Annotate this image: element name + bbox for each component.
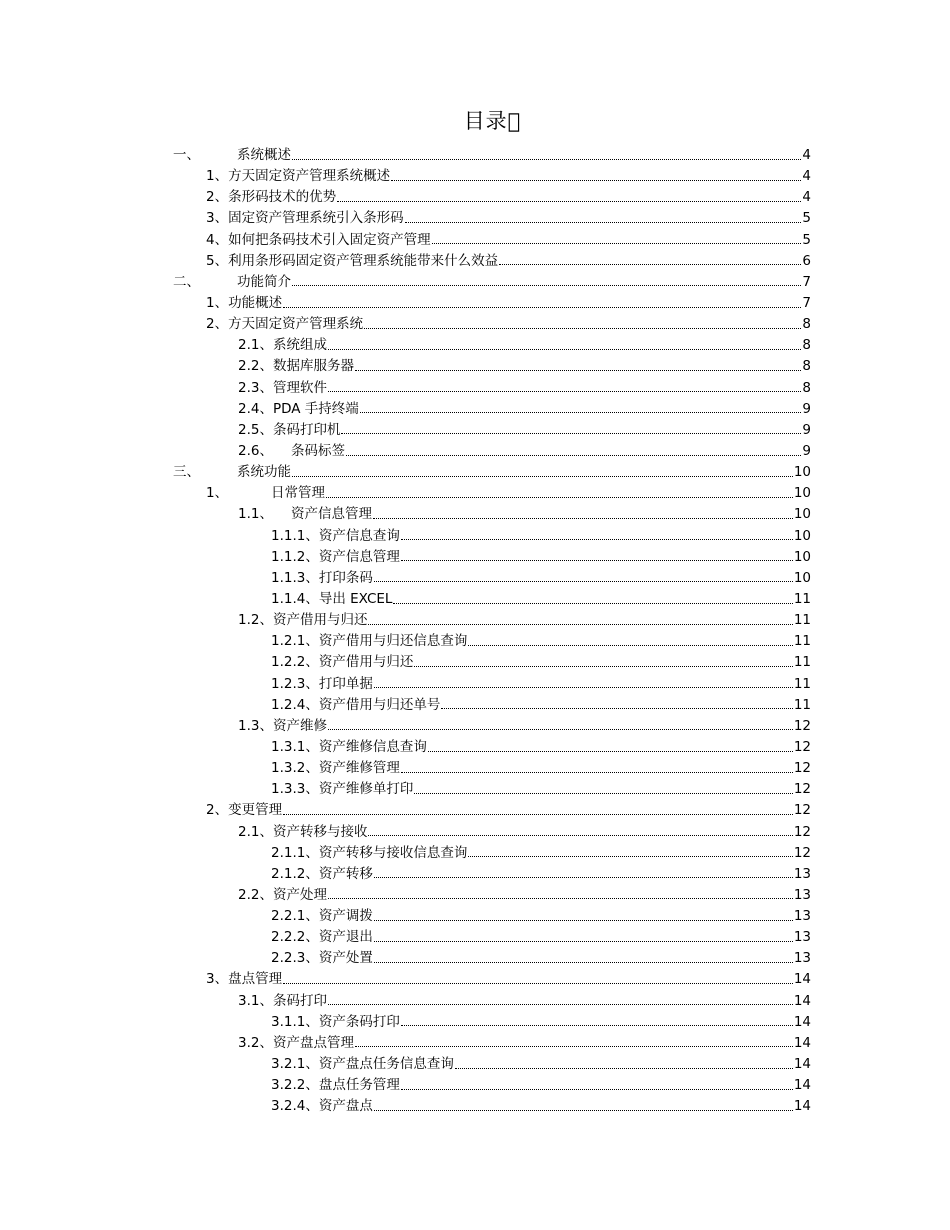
- toc-entry-number: 3.2.2、: [271, 1077, 319, 1094]
- toc-dot-leader: [401, 1024, 793, 1026]
- toc-entry-page-number: 10: [793, 569, 811, 586]
- toc-entry-number: 1、: [206, 485, 229, 502]
- toc-dot-leader: [374, 1109, 793, 1111]
- toc-entry-page-number: 8: [802, 358, 811, 375]
- toc-entry-label: 资产转移与接收信息查询: [318, 844, 468, 861]
- toc-dot-leader: [292, 158, 801, 160]
- toc-dot-leader: [355, 1045, 793, 1047]
- toc-entry-number: 1.2.1、: [271, 633, 319, 650]
- toc-entry[interactable]: [173, 1054, 811, 1075]
- toc-entry-number: 2.5、: [238, 421, 273, 438]
- toc-dot-leader: [468, 855, 792, 857]
- toc-entry[interactable]: [173, 208, 811, 229]
- toc-entry[interactable]: [173, 547, 811, 568]
- toc-dot-leader: [374, 919, 793, 921]
- toc-entry-label: 资产调拨: [318, 908, 373, 925]
- toc-entry-page-number: 14: [793, 1056, 811, 1073]
- toc-entry[interactable]: [173, 652, 811, 673]
- toc-entry[interactable]: [173, 314, 811, 335]
- toc-entry-number: 1.3.3、: [271, 781, 319, 798]
- toc-entry-number: 1.2.4、: [271, 696, 319, 713]
- toc-entry-label: 资产盘点管理: [272, 1034, 354, 1051]
- toc-entry[interactable]: [173, 399, 811, 420]
- toc-dot-leader: [414, 792, 792, 794]
- toc-entry-page-number: 13: [793, 865, 811, 882]
- toc-entry-label: 条码打印机: [272, 421, 341, 438]
- toc-entry-label: 资产退出: [318, 929, 373, 946]
- toc-entry-page-number: 10: [793, 464, 811, 481]
- toc-entry-label: 方天固定资产管理系统概述: [228, 168, 391, 185]
- toc-entry-label: 资产盘点任务信息查询: [318, 1056, 454, 1073]
- toc-dot-leader: [328, 728, 793, 730]
- toc-entry-page-number: 12: [793, 823, 811, 840]
- toc-dot-leader: [401, 771, 793, 773]
- toc-entry-page-number: 11: [793, 696, 811, 713]
- toc-entry-number: 1.1.4、: [271, 590, 319, 607]
- toc-entry-label: 资产信息管理: [318, 548, 400, 565]
- toc-dot-leader: [283, 982, 793, 984]
- toc-entry[interactable]: [173, 991, 811, 1012]
- toc-entry[interactable]: [173, 272, 811, 293]
- toc-entry-page-number: 13: [793, 908, 811, 925]
- toc-entry-page-number: 10: [793, 506, 811, 523]
- toc-entry-label: PDA 手持终端: [272, 400, 359, 417]
- toc-dot-leader: [405, 221, 802, 223]
- toc-entry-label: 日常管理: [271, 485, 325, 502]
- toc-entry-page-number: 10: [793, 485, 811, 502]
- toc-entry-page-number: 11: [793, 590, 811, 607]
- toc-entry-number: 3.1.1、: [271, 1013, 319, 1030]
- toc-entry-number: 1.2.3、: [271, 675, 319, 692]
- toc-entry-label: 盘点管理: [228, 971, 283, 988]
- toc-entry[interactable]: [173, 441, 811, 462]
- toc-dot-leader: [414, 665, 792, 667]
- toc-entry[interactable]: [173, 948, 811, 969]
- toc-entry[interactable]: [173, 843, 811, 864]
- toc-entry[interactable]: [173, 822, 811, 843]
- toc-entry-page-number: 14: [793, 1034, 811, 1051]
- toc-entry-page-number: 6: [802, 252, 811, 269]
- toc-entry-number: 1.2.2、: [271, 654, 319, 671]
- table-of-contents: [173, 145, 811, 1117]
- toc-dot-leader: [364, 327, 801, 329]
- toc-entry[interactable]: [173, 758, 811, 779]
- toc-entry-label: 资产维修: [272, 717, 327, 734]
- toc-entry-page-number: 12: [793, 781, 811, 798]
- toc-entry[interactable]: [173, 462, 811, 483]
- toc-entry-number: 3.2.4、: [271, 1098, 319, 1115]
- toc-entry[interactable]: [173, 1033, 811, 1054]
- toc-dot-leader: [374, 876, 793, 878]
- toc-entry-number: 3、: [206, 971, 229, 988]
- toc-entry-page-number: 8: [802, 337, 811, 354]
- toc-entry-label: 方天固定资产管理系统: [228, 316, 364, 333]
- toc-dot-leader: [337, 200, 801, 202]
- toc-entry[interactable]: [173, 504, 811, 525]
- toc-entry-number: 3.1、: [238, 992, 273, 1009]
- toc-entry-label: 盘点任务管理: [318, 1077, 400, 1094]
- toc-entry-page-number: 9: [802, 400, 811, 417]
- toc-dot-leader: [374, 686, 793, 688]
- toc-entry[interactable]: [173, 526, 811, 547]
- toc-entry-label: 资产信息管理: [291, 506, 372, 523]
- toc-dot-leader: [360, 411, 802, 413]
- toc-entry-number: 2.6、: [238, 442, 273, 459]
- toc-entry-number: 3、: [206, 210, 229, 227]
- toc-entry-page-number: 12: [793, 760, 811, 777]
- toc-entry-label: 打印单据: [318, 675, 373, 692]
- toc-entry[interactable]: [173, 166, 811, 187]
- toc-entry-number: 2.1、: [238, 823, 273, 840]
- toc-entry[interactable]: [173, 885, 811, 906]
- toc-entry-number: 1.1.2、: [271, 548, 319, 565]
- toc-entry-label: 条码标签: [291, 442, 345, 459]
- toc-entry-page-number: 14: [793, 1013, 811, 1030]
- toc-entry[interactable]: [173, 483, 811, 504]
- toc-entry-number: 1.3.2、: [271, 760, 319, 777]
- toc-entry-page-number: 12: [793, 738, 811, 755]
- toc-entry-label: 功能概述: [228, 294, 283, 311]
- toc-entry[interactable]: [173, 969, 811, 990]
- toc-entry-label: 管理软件: [272, 379, 327, 396]
- toc-entry-page-number: 14: [793, 1098, 811, 1115]
- toc-entry-label: 系统概述: [237, 147, 291, 163]
- toc-title: 目录 : [463, 109, 522, 133]
- toc-dot-leader: [283, 306, 801, 308]
- toc-entry[interactable]: [173, 145, 811, 166]
- toc-entry-number: 1.3.1、: [271, 738, 319, 755]
- toc-dot-leader: [328, 390, 801, 392]
- toc-entry-label: 数据库服务器: [272, 358, 354, 375]
- toc-entry-page-number: 13: [793, 950, 811, 967]
- toc-entry-page-number: 14: [793, 971, 811, 988]
- toc-entry-label: 资产信息查询: [318, 527, 400, 544]
- toc-entry-number: 2.1.1、: [271, 844, 319, 861]
- toc-entry-number: 1、: [206, 168, 229, 185]
- toc-entry-number: 二、: [173, 273, 200, 290]
- toc-entry-page-number: 14: [793, 1077, 811, 1094]
- toc-entry[interactable]: [173, 187, 811, 208]
- toc-entry-page-number: 11: [793, 612, 811, 629]
- toc-entry-label: 功能简介: [237, 273, 291, 290]
- toc-entry-number: 2、: [206, 189, 229, 206]
- toc-entry[interactable]: [173, 737, 811, 758]
- toc-entry[interactable]: [173, 420, 811, 441]
- toc-dot-leader: [292, 284, 801, 286]
- toc-entry-label: 系统功能: [237, 464, 291, 481]
- toc-entry[interactable]: [173, 779, 811, 800]
- toc-entry[interactable]: [173, 293, 811, 314]
- toc-dot-leader: [401, 559, 793, 561]
- toc-entry-page-number: 5: [802, 210, 811, 227]
- toc-entry-page-number: 12: [793, 844, 811, 861]
- toc-entry-page-number: 5: [802, 231, 811, 248]
- toc-dot-leader: [283, 813, 793, 815]
- toc-dot-leader: [326, 496, 793, 498]
- toc-entry-label: 资产借用与归还: [318, 654, 414, 671]
- toc-entry-page-number: 13: [793, 886, 811, 903]
- toc-entry-page-number: 10: [793, 527, 811, 544]
- toc-entry-page-number: 4: [802, 189, 811, 206]
- toc-dot-leader: [432, 242, 802, 244]
- toc-entry-number: 1.1、: [238, 506, 273, 523]
- toc-entry-number: 2.4、: [238, 400, 273, 417]
- toc-entry[interactable]: [173, 800, 811, 821]
- toc-dot-leader: [374, 961, 793, 963]
- toc-entry-number: 1、: [206, 294, 229, 311]
- toc-dot-leader: [328, 348, 801, 350]
- toc-entry-label: 条形码技术的优势: [228, 189, 337, 206]
- toc-entry[interactable]: [173, 674, 811, 695]
- toc-dot-leader: [428, 750, 793, 752]
- toc-dot-leader: [393, 602, 792, 604]
- toc-dot-leader: [374, 940, 793, 942]
- toc-entry-page-number: 9: [802, 421, 811, 438]
- toc-dot-leader: [468, 644, 792, 646]
- toc-entry-label: 固定资产管理系统引入条形码: [228, 210, 404, 227]
- toc-entry[interactable]: [173, 568, 811, 589]
- toc-entry-number: 2.2、: [238, 358, 273, 375]
- toc-entry-page-number: 12: [793, 802, 811, 819]
- toc-entry-number: 1.2、: [238, 612, 273, 629]
- toc-entry-number: 1.1.3、: [271, 569, 319, 586]
- toc-entry-label: 资产借用与归还: [272, 612, 368, 629]
- toc-entry-number: 2.1.2、: [271, 865, 319, 882]
- toc-entry-label: 资产处置: [318, 950, 373, 967]
- toc-entry-label: 资产转移: [318, 865, 373, 882]
- toc-entry-page-number: 10: [793, 548, 811, 565]
- toc-entry-label: 资产转移与接收: [272, 823, 368, 840]
- toc-dot-leader: [328, 897, 793, 899]
- toc-dot-leader: [341, 432, 801, 434]
- toc-dot-leader: [441, 707, 792, 709]
- toc-entry-label: 利用条形码固定资产管理系统能带来什么效益: [228, 252, 499, 269]
- toc-entry[interactable]: [173, 1012, 811, 1033]
- toc-entry[interactable]: [173, 230, 811, 251]
- toc-entry-label: 如何把条码技术引入固定资产管理: [228, 231, 431, 248]
- toc-entry-number: 1.3、: [238, 717, 273, 734]
- toc-dot-leader: [455, 1067, 793, 1069]
- toc-entry[interactable]: [173, 378, 811, 399]
- toc-entry-label: 条码打印: [272, 992, 327, 1009]
- toc-entry[interactable]: [173, 251, 811, 272]
- toc-entry[interactable]: [173, 1075, 811, 1096]
- toc-entry-page-number: 11: [793, 675, 811, 692]
- toc-entry-page-number: 4: [802, 168, 811, 185]
- toc-entry[interactable]: [173, 695, 811, 716]
- toc-entry-number: 2.3、: [238, 379, 273, 396]
- toc-entry-page-number: 8: [802, 316, 811, 333]
- toc-entry-label: 资产盘点: [318, 1098, 373, 1115]
- toc-entry-number: 2.2.2、: [271, 929, 319, 946]
- toc-entry-number: 2.1、: [238, 337, 273, 354]
- toc-entry[interactable]: [173, 610, 811, 631]
- toc-entry-number: 2.2、: [238, 886, 273, 903]
- toc-entry-page-number: 13: [793, 929, 811, 946]
- toc-entry-page-number: 12: [793, 717, 811, 734]
- toc-dot-leader: [374, 580, 793, 582]
- toc-entry-label: 打印条码: [318, 569, 373, 586]
- toc-entry-number: 2、: [206, 316, 229, 333]
- toc-dot-leader: [391, 179, 801, 181]
- toc-entry[interactable]: [173, 631, 811, 652]
- toc-entry-label: 资产维修单打印: [318, 781, 414, 798]
- toc-entry-page-number: 7: [802, 294, 811, 311]
- toc-dot-leader: [328, 1003, 793, 1005]
- toc-entry[interactable]: [173, 335, 811, 356]
- toc-entry-number: 一、: [173, 147, 200, 163]
- toc-entry-number: 2.2.3、: [271, 950, 319, 967]
- toc-dot-leader: [346, 454, 801, 456]
- toc-entry-label: 导出 EXCEL: [318, 590, 393, 607]
- toc-entry[interactable]: [173, 927, 811, 948]
- toc-entry-page-number: 14: [793, 992, 811, 1009]
- toc-entry-label: 资产维修管理: [318, 760, 400, 777]
- toc-entry-number: 3.2、: [238, 1034, 273, 1051]
- toc-entry-number: 2.2.1、: [271, 908, 319, 925]
- toc-entry-page-number: 11: [793, 633, 811, 650]
- toc-entry-page-number: 8: [802, 379, 811, 396]
- toc-dot-leader: [401, 538, 793, 540]
- toc-entry[interactable]: [173, 356, 811, 377]
- toc-entry-number: 3.2.1、: [271, 1056, 319, 1073]
- toc-dot-leader: [401, 1088, 793, 1090]
- toc-entry-number: 2、: [206, 802, 229, 819]
- toc-entry-number: 三、: [173, 464, 200, 481]
- toc-entry[interactable]: [173, 589, 811, 610]
- toc-dot-leader: [292, 475, 793, 477]
- toc-entry-number: 4、: [206, 231, 229, 248]
- toc-entry[interactable]: [173, 864, 811, 885]
- toc-entry-page-number: 11: [793, 654, 811, 671]
- toc-dot-leader: [368, 623, 792, 625]
- toc-entry-label: 资产借用与归还信息查询: [318, 633, 468, 650]
- toc-dot-leader: [499, 263, 801, 265]
- toc-dot-leader: [373, 517, 793, 519]
- toc-entry-label: 系统组成: [272, 337, 327, 354]
- toc-entry-label: 资产条码打印: [318, 1013, 400, 1030]
- toc-entry-page-number: 9: [802, 442, 811, 459]
- toc-entry[interactable]: [173, 716, 811, 737]
- toc-entry-number: 1.1.1、: [271, 527, 319, 544]
- toc-entry-label: 资产维修信息查询: [318, 738, 427, 755]
- toc-entry[interactable]: [173, 906, 811, 927]
- toc-dot-leader: [368, 834, 792, 836]
- toc-entry-number: 5、: [206, 252, 229, 269]
- toc-entry[interactable]: [173, 1096, 811, 1117]
- toc-entry-label: 资产借用与归还单号: [318, 696, 441, 713]
- toc-entry-page-number: 7: [802, 273, 811, 290]
- toc-entry-label: 资产处理: [272, 886, 327, 903]
- toc-entry-page-number: 4: [802, 147, 811, 163]
- toc-entry-label: 变更管理: [228, 802, 283, 819]
- toc-dot-leader: [355, 369, 801, 371]
